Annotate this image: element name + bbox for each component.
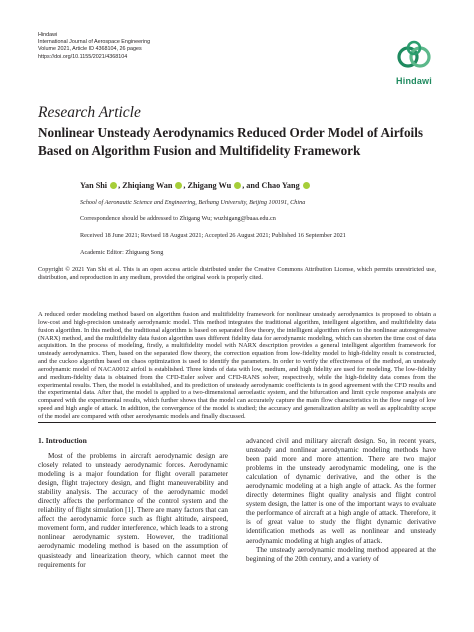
academic-editor: Academic Editor: Zhiguang Song: [80, 249, 164, 256]
left-column: [38, 452, 228, 570]
author-separator: ,: [118, 181, 123, 190]
doi-link[interactable]: https://doi.org/10.1155/2021/4368104: [38, 53, 128, 60]
orcid-icon[interactable]: [303, 182, 310, 189]
article-dates: Received 18 June 2021; Revised 18 August 2021; Accepted 26 August 2021; Published 16 September 2021: [80, 232, 346, 239]
author-separator: , and: [242, 181, 262, 190]
correspondence: Correspondence should be addressed to Zhigang Wu; wuzhigang@buaa.edu.cn: [80, 215, 276, 222]
author-name[interactable]: Chao Yang: [261, 181, 300, 190]
logo-wordmark: Hindawi: [396, 76, 432, 86]
author-name[interactable]: Zhiqiang Wan: [122, 181, 173, 190]
copyright-notice: Copyright © 2021 Yan Shi et al. This is an open access article distributed under the Creative Commons Attribution License, which permits unrestricted use, distribution, and reproduction in any medium, provided the original work is properly cited.: [38, 266, 436, 281]
affiliation: School of Aeronautic Science and Engineering, Beihang University, Beijing 100191, China: [80, 199, 306, 206]
paragraph: The unsteady aerodynamic modeling method appeared at the beginning of the 20th century, and a variety of: [246, 545, 436, 563]
orcid-icon[interactable]: [234, 182, 241, 189]
article-type: Research Article: [38, 104, 141, 121]
orcid-icon[interactable]: [175, 182, 182, 189]
hindawi-logo-icon: [396, 40, 432, 74]
divider: [38, 422, 436, 423]
paper-title: Nonlinear Unsteady Aerodynamics Reduced Order Model of Airfoils Based on Algorithm Fusion and Multifidelity Framework: [38, 125, 423, 158]
author-name[interactable]: Yan Shi: [80, 181, 108, 190]
author-name[interactable]: Zhigang Wu: [187, 181, 232, 190]
section-heading: 1. Introduction: [38, 436, 87, 445]
volume-line: Volume 2021, Article ID 4368104, 26 pages: [38, 46, 142, 53]
paragraph: Most of the problems in aircraft aerodynamic design are closely related to unsteady aerodynamic forces. Aerodynamic modeling is a major foundation for flight overall parameter design, flight trajectory design, and flight maneuverability and stability analysis. The accuracy of the aerodynamic model directly affects the performance of the control system and the reliability of flight simulation [1]. There are many factors that can affect the aerodynamic force such as flight altitude, airspeed, movement form, and rudder interference, which leads to a strong nonlinear aerodynamic system. However, the traditional aerodynamic modeling method is based on the assumption of quasisteady and linearization theory, which cannot meet the requirements for: [38, 452, 228, 569]
hindawi-logo: [393, 40, 435, 86]
author-separator: ,: [183, 181, 188, 190]
journal-header: [38, 32, 150, 61]
paragraph: advanced civil and military aircraft design. So, in recent years, unsteady and nonlinear aerodynamic modeling methods have been paid more and more attention. There are two major problems in the unsteady aerodynamic modeling, one is the calculation of dynamic derivative, and the other is the aerodynamic modeling at a high angle of attack. As the former directly determines flight quality analysis and flight control system design, the latter is one of the important ways to evaluate the performance of aircraft at a high angle of attack. Therefore, it is of great value to study the flight dynamic derivative identification methods as well as nonlinear and unsteady aerodynamic modeling at high angles of attack.: [246, 437, 436, 545]
journal-name: International Journal of Aerospace Engineering: [38, 39, 151, 46]
orcid-icon[interactable]: [110, 182, 117, 189]
publisher-name: Hindawi: [38, 32, 58, 38]
right-column: [246, 437, 436, 564]
abstract: A reduced order modeling method based on algorithm fusion and multifidelity framework for nonlinear unsteady aerodynamics is proposed to obtain a low-cost and high-precision unsteady aerodynamic model. This method integrates the traditional algorithm, intelligent algorithm, and multifidelity data fusion algorithm. In this method, the traditional algorithm is based on separated flow theory, the intelligent algorithm refers to the nonlinear autoregressive (NARX) method, and the multifidelity data fusion algorithm uses different fidelity data for aerodynamic modeling, which can shorten the time cost of data acquisition. In the process of modeling, firstly, a multifidelity model with NARX description provides a general intelligent algorithm framework for unsteady aerodynamics. Then, based on the separated flow theory, the correction equation from low-fidelity model to high-fidelity result is constructed, and the cuckoo algorithm based on chaos optimization is used to identify the parameters. In order to verify the effectiveness of the method, an unsteady aerodynamic model of NACA0012 airfoil is established. Three kinds of data with low, medium, and high fidelity are used for modeling. The low-fidelity and medium-fidelity data is obtained from the CFD-Euler solver and CFD-RANS solver, respectively, while the high-fidelity data comes from the experimental results. Then, the model is established, and its prediction of unsteady aerodynamic coefficients is in good agreement with the CFD results and the experimental data. After that, the model is applied to a two-dimensional aeroelastic system, and the bifurcation and limit cycle response analysis are compared with the experimental results, which further shows that the model can accurately capture the main flow characteristics in the flow range of low speed and high angle of attack. In addition, the convergence of the model is studied; the accuracy and generalization ability as well as applicability scope of the model are compared with other aerodynamic models and finally discussed.: [38, 311, 436, 420]
author-list: [80, 181, 311, 190]
